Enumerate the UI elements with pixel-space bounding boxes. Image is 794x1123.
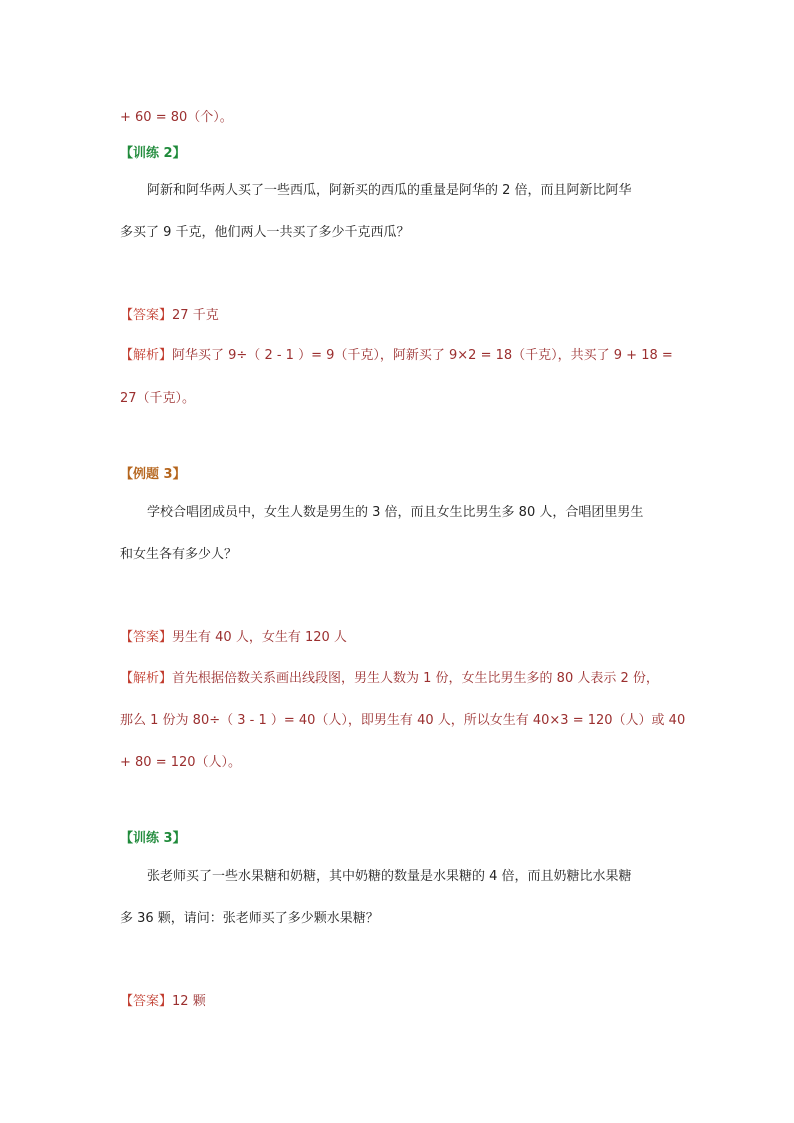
training-2-answer (120, 307, 219, 325)
training-3-question-line-2: 多 36 颗，请问：张老师买了多少颗水果糖？ (120, 911, 379, 926)
example-3-analysis-line-3: + 80 = 120（人）。 (120, 755, 242, 770)
training-2-analysis-line-2: 27（千克）。 (120, 391, 196, 406)
training-2-question-line-1: 阿新和阿华两人买了一些西瓜，阿新买的西瓜的重量是阿华的 2 倍，而且阿新比阿华 (147, 183, 632, 198)
example-3-heading: 【例题 3】 (120, 467, 186, 482)
analysis-label: 【解析】 (120, 671, 173, 686)
example-3-analysis-line-2: 那么 1 份为 80÷（ 3 - 1 ）= 40（人），即男生有 40 人，所以女生有 40×3 = 120（人）或 40 (120, 713, 686, 728)
answer-text: 27 千克 (172, 308, 219, 323)
training-3-question-line-1: 张老师买了一些水果糖和奶糖，其中奶糖的数量是水果糖的 4 倍，而且奶糖比水果糖 (147, 869, 632, 884)
answer-label: 【答案】 (120, 308, 173, 323)
previous-analysis-tail: + 60 = 80（个）。 (120, 110, 233, 125)
example-3-answer (120, 629, 347, 647)
analysis-text: 首先根据倍数关系画出线段图，男生人数为 1 份，女生比男生多的 80 人表示 2 份， (172, 671, 659, 686)
answer-text: 12 颗 (172, 994, 206, 1009)
training-2-heading: 【训练 2】 (120, 146, 186, 161)
analysis-text: 阿华买了 9÷（ 2 - 1 ）= 9（千克），阿新买了 9×2 = 18（千克），共买了 9 + 18 = (172, 348, 673, 363)
answer-label: 【答案】 (120, 994, 173, 1009)
training-3-heading: 【训练 3】 (120, 831, 186, 846)
training-2-analysis-line-1 (120, 347, 673, 365)
analysis-label: 【解析】 (120, 348, 173, 363)
example-3-question-line-1: 学校合唱团成员中，女生人数是男生的 3 倍，而且女生比男生多 80 人，合唱团里男生 (147, 505, 644, 520)
answer-label: 【答案】 (120, 630, 173, 645)
answer-text: 男生有 40 人，女生有 120 人 (172, 630, 347, 645)
example-3-question-line-2: 和女生各有多少人？ (120, 547, 238, 562)
training-2-question-line-2: 多买了 9 千克，他们两人一共买了多少千克西瓜？ (120, 225, 410, 240)
training-3-answer (120, 993, 206, 1011)
example-3-analysis-line-1 (120, 670, 659, 688)
